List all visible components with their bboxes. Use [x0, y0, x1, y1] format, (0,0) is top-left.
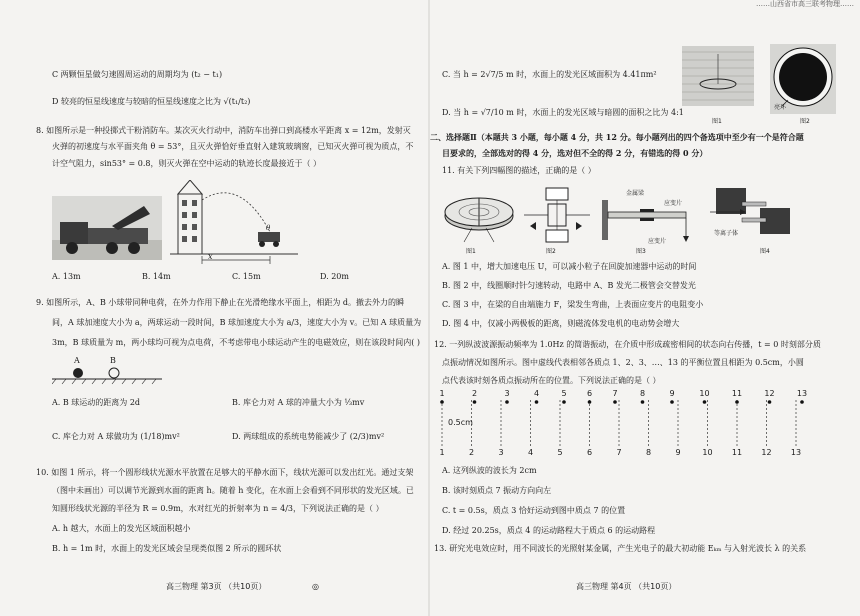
- q7-option-d-fraction: √(t₁/t₂): [223, 97, 251, 106]
- fire-truck-photo: [52, 196, 162, 260]
- q8-option-b: B. 14m: [142, 272, 171, 281]
- q10-line-2: （图中未画出）可以调节光源到水面的距离 h。随着 h 变化，在水面上会看到不同形状的发光区域。已: [52, 486, 414, 495]
- q10-fig2-ring-label: 亮环: [774, 104, 787, 111]
- q11-stem: 11. 有关下列四幅图的描述，正确的是（ ）: [442, 166, 596, 175]
- q12-wave-diagram: [430, 400, 850, 452]
- q12-bottom-number: 6: [586, 448, 593, 457]
- q12-bottom-number: 9: [675, 448, 681, 457]
- q10-figure-1: [678, 40, 758, 118]
- q10-line-3: 知圆形线状光源的半径为 R = 0.9m，水对红光的折射率为 n = 4/3，下列说法正确的是（ ）: [52, 504, 384, 513]
- q11-figure-1-cyclotron: [442, 182, 516, 248]
- ball-a-label: A: [74, 356, 80, 365]
- q12-option-d: D. 经过 20.25s，质点 4 的运动路程大于质点 6 的运动路程: [442, 526, 656, 535]
- q11-fig3-label: 图3: [636, 248, 646, 255]
- q12-top-number: 11: [731, 389, 743, 398]
- q8-trajectory-diagram: [170, 180, 300, 264]
- q12-bottom-number: 1: [439, 448, 445, 457]
- q12-top-number: 5: [561, 389, 567, 398]
- q8-fig-theta-label: θ: [266, 224, 271, 232]
- q12-top-number: 8: [639, 389, 646, 398]
- q12-particle-dot: [670, 400, 674, 404]
- q12-particle-dot: [588, 400, 592, 404]
- left-page-footer-mark: ◎: [312, 582, 319, 591]
- q8-line-3: 计空气阻力，sin53° = 0.8，则灭火弹在空中运动的轨迹长度最接近于（ ）: [52, 159, 322, 168]
- q13-line-1: 13. 研究光电效应时，用不同波长的光照射某金属，产生光电子的最大初动能 Eₖₘ 与入射光波长 λ 的关系: [434, 544, 807, 553]
- q8-line-2: 火弹的初速度与水平面夹角 θ = 53°，且灭火弹恰好垂直射入建筑玻璃窗，已知灭火弹可视为质点，不: [52, 142, 414, 151]
- q12-particle-dot: [800, 400, 804, 404]
- q9-line-2: 间，A 球加速度大小为 a，两球运动一段时间，B 球加速度大小为 a/3，速度大小为 v。已知 A 球质量为: [52, 318, 422, 327]
- q11-fig3-label-gauge-bottom: 应变片: [648, 238, 667, 245]
- q7-option-d: [52, 97, 250, 107]
- left-page: [0, 0, 428, 616]
- q11-option-d: D. 图 4 中，仅减小两极板的距离，则磁流体发电机的电动势会增大: [442, 319, 680, 328]
- q11-fig2-label: 图2: [546, 248, 556, 255]
- q12-particle-dot: [440, 400, 444, 404]
- q11-fig3-label-gauge-top: 应变片: [664, 200, 683, 207]
- q12-bottom-number: 3: [498, 448, 504, 457]
- q12-bottom-number: 2: [468, 448, 475, 457]
- q11-fig3-label-beam: 金属梁: [626, 190, 645, 197]
- left-page-footer: 高三物理 第3页 （共10页）: [166, 582, 267, 591]
- q12-bottom-number: 11: [731, 448, 743, 457]
- q12-bottom-number: 10: [702, 448, 713, 457]
- q8-option-a: A. 13m: [52, 272, 81, 281]
- q12-particle-dot: [703, 400, 707, 404]
- q12-top-number: 13: [796, 389, 808, 398]
- q12-option-b: B. 该时刻质点 7 振动方向向左: [442, 486, 552, 495]
- q12-particle-dot: [613, 400, 617, 404]
- section-2-line-1: 二、选择题Ⅱ（本题共 3 小题，每小题 4 分，共 12 分。每小题列出的四个备选项中至少有一个是符合题: [430, 132, 804, 142]
- q8-option-c: C. 15m: [232, 272, 261, 281]
- q12-top-number: 7: [612, 389, 618, 398]
- q12-option-a: A. 这列纵波的波长为 2cm: [442, 466, 537, 475]
- q12-top-number: 1: [439, 389, 445, 398]
- q12-particle-dot: [735, 400, 739, 404]
- q11-fig4-label-plasma: 等离子体: [714, 230, 739, 237]
- q12-bottom-number: 13: [790, 448, 802, 457]
- q12-bottom-number: 5: [557, 448, 563, 457]
- q7-option-c: C 两颗恒星做匀速圆周运动的周期均为 (t₂ − t₁): [52, 70, 223, 79]
- q12-bottom-number: 12: [761, 448, 772, 457]
- q10-fig1-label: 图1: [712, 118, 722, 125]
- q11-fig4-label: 图4: [760, 248, 770, 255]
- q10-line-1: 10. 如图 1 所示，将一个圆形线状光源水平放置在足够大的平静水面下，线状光源可以发出红光。通过支架: [36, 468, 414, 477]
- q12-line-3: 点代表该时刻各质点振动所在的位置。下列说法正确的是（ ）: [442, 376, 661, 385]
- q12-line-2: 点振动情况如图所示。图中虚线代表相邻各质点 1、2、3、…、13 的平衡位置且相距为 0.5cm，小圆: [442, 358, 804, 367]
- q12-top-number: 9: [669, 389, 675, 398]
- q11-figure-2-generator: [520, 182, 594, 248]
- q12-top-number: 4: [533, 389, 540, 398]
- right-page-footer: 高三物理 第4页 （共10页）: [576, 582, 677, 591]
- q12-top-number: 10: [699, 389, 710, 398]
- ball-b-label: B: [110, 356, 116, 365]
- q11-option-c: C. 图 3 中，在梁的自由端施力 F，梁发生弯曲，上表面应变片的电阻变小: [442, 300, 704, 309]
- q10-option-d: D. 当 h = √7/10 m 时，水面上的发光区域与暗圆的面积之比为 4:1: [442, 108, 684, 117]
- q10-option-b: B. h = 1m 时，水面上的发光区域会呈现类似图 2 所示的圆环状: [52, 544, 282, 553]
- q12-line-1: 12. 一列纵波波源振动频率为 1.0Hz 的简谐振动，在介质中形成疏密相间的状态向右传播，t = 0 时刻部分质: [434, 340, 821, 349]
- q9-line-3: 3m，B 球质量为 m，两小球均可视为点电荷，不考虑带电小球运动产生的电磁效应，则在该段时间内( ): [52, 338, 421, 347]
- q12-particle-dot: [505, 400, 509, 404]
- q12-particle-dot: [473, 400, 477, 404]
- q12-particle-dot: [535, 400, 539, 404]
- q9-line-1: 9. 如图所示，A、B 小球带同种电荷，在外力作用下静止在光滑绝缘水平面上，相距为 d。撤去外力的瞬: [36, 298, 405, 307]
- q10-fig2-label: 图2: [800, 118, 810, 125]
- header-strip: ……山西省市高三联考物理……: [756, 0, 854, 8]
- q9-option-a: A. B 球运动的距离为 2d: [52, 398, 141, 407]
- q12-top-number: 12: [764, 389, 775, 398]
- q11-figure-4-mhd-generator: [706, 182, 802, 248]
- q12-particle-dot: [562, 400, 566, 404]
- q12-bottom-number: 4: [527, 448, 534, 457]
- q12-particle-dot: [768, 400, 772, 404]
- q12-top-number: 6: [586, 389, 593, 398]
- right-page: [430, 0, 860, 616]
- q10-option-c: C. 当 h = 2√7/5 m 时，水面上的发光区域面积为 4.41πm²: [442, 70, 657, 79]
- q9-option-d: D. 两球组成的系统电势能减少了 (2/3)mv²: [232, 432, 385, 441]
- q8-line-1: 8. 如图所示是一种投掷式干粉消防车。某次灭火行动中，消防车出弹口到高楼水平距离 x = 12m，发射灭: [36, 126, 411, 135]
- section-2-line-2: 目要求的，全部选对的得 4 分，选对但不全的得 2 分，有错选的得 0 分）: [442, 148, 708, 158]
- q11-fig1-label: 图1: [466, 248, 476, 255]
- q12-particle-dot: [641, 400, 645, 404]
- q12-option-c: C. t = 0.5s，质点 3 恰好运动到图中质点 7 的位置: [442, 506, 626, 515]
- q11-option-b: B. 图 2 中，线圈顺时针匀速转动，电路中 A、B 发光二极管会交替发光: [442, 281, 696, 290]
- q8-option-d: D. 20m: [320, 272, 349, 281]
- q9-option-b: B. 库仑力对 A 球的冲量大小为 ⅓mv: [232, 398, 365, 407]
- q7-option-d-text: D 较亮的恒星线速度与较暗的恒星线速度之比为: [52, 97, 221, 106]
- q12-top-number: 3: [504, 389, 510, 398]
- q12-top-number: 2: [471, 389, 478, 398]
- q9-option-c: C. 库仑力对 A 球做功为 (1/18)mv²: [52, 432, 180, 441]
- q12-spacing-label: 0.5cm: [448, 418, 473, 427]
- q12-bottom-number: 7: [616, 448, 622, 457]
- q11-option-a: A. 图 1 中，增大加速电压 U，可以减小粒子在回旋加速器中运动的时间: [442, 262, 697, 271]
- q10-option-a: A. h 越大，水面上的发光区域面积越小: [52, 524, 191, 533]
- q8-fig-x-label: x: [208, 252, 213, 261]
- q12-bottom-number: 8: [645, 448, 652, 457]
